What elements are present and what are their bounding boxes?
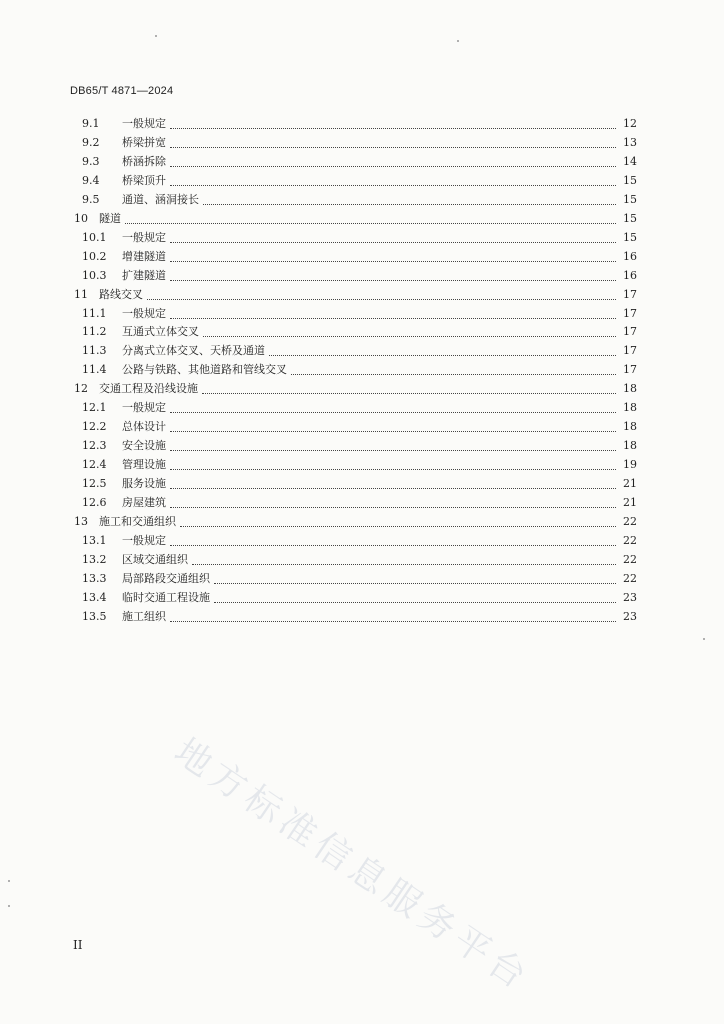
toc-entry-page: 21 <box>623 477 637 491</box>
toc-entry-title: 桥涵拆除 <box>122 154 166 168</box>
toc-entry[interactable] <box>0 476 724 492</box>
toc-entry-title: 区域交通组织 <box>122 552 188 566</box>
toc-entry-page: 16 <box>623 268 637 282</box>
toc-entry-title: 临时交通工程设施 <box>122 590 210 604</box>
toc-leader-dots <box>170 242 616 243</box>
toc-entry-number: 9.5 <box>82 192 100 206</box>
page-number: II <box>73 938 83 952</box>
scan-speck <box>8 905 10 907</box>
toc-entry-title: 扩建隧道 <box>122 268 166 282</box>
toc-entry-number: 12.6 <box>82 496 107 509</box>
toc-entry-title: 桥梁顶升 <box>122 173 166 187</box>
toc-leader-dots <box>170 166 616 167</box>
toc-entry-title: 房屋建筑 <box>122 496 166 509</box>
toc-entry-number: 13.5 <box>82 609 107 623</box>
toc-entry[interactable] <box>0 571 724 587</box>
toc-entry-title: 一般规定 <box>122 533 166 547</box>
toc-entry-page: 17 <box>623 287 637 301</box>
toc-entry-page: 15 <box>623 173 637 187</box>
toc-entry-title: 施工组织 <box>122 609 166 623</box>
toc-leader-dots <box>203 204 616 205</box>
scan-speck <box>457 40 459 42</box>
toc-entry-page: 18 <box>623 382 637 396</box>
toc-leader-dots <box>170 412 616 413</box>
toc-entry-page: 18 <box>623 439 637 453</box>
toc-entry[interactable] <box>0 419 724 435</box>
toc-entry-title: 一般规定 <box>122 117 166 130</box>
toc-entry-page: 21 <box>623 496 637 509</box>
toc-entry-title: 通道、涵洞接长 <box>122 192 199 206</box>
toc-entry-number: 13.4 <box>82 590 107 604</box>
toc-entry-number: 13.3 <box>82 571 107 585</box>
toc-entry-number: 12 <box>74 382 88 396</box>
toc-entry-number: 13 <box>74 514 88 528</box>
toc-entry-page: 19 <box>623 458 637 472</box>
toc-entry-title: 一般规定 <box>122 306 166 320</box>
toc-entry-number: 13.2 <box>82 552 107 566</box>
toc-entry[interactable] <box>0 154 724 170</box>
toc-entry-page: 17 <box>623 306 637 320</box>
toc-entry-title: 服务设施 <box>122 477 166 491</box>
toc-entry[interactable] <box>0 249 724 265</box>
toc-entry-title: 管理设施 <box>122 458 166 472</box>
toc-entry[interactable] <box>0 438 724 454</box>
toc-entry[interactable] <box>0 116 724 132</box>
toc-entry[interactable] <box>0 324 724 340</box>
toc-entry-page: 22 <box>623 571 637 585</box>
toc-entry-number: 12.1 <box>82 401 107 415</box>
toc-entry-number: 9.4 <box>82 173 100 187</box>
toc-entry-title: 施工和交通组织 <box>99 514 176 528</box>
toc-leader-dots <box>291 374 616 375</box>
document-code: DB65/T 4871—2024 <box>70 85 174 97</box>
toc-entry[interactable] <box>0 590 724 606</box>
toc-entry-page: 17 <box>623 363 637 377</box>
toc-leader-dots <box>202 393 616 394</box>
toc-entry[interactable] <box>0 533 724 549</box>
toc-entry-number: 9.2 <box>82 135 100 149</box>
toc-entry-number: 11.2 <box>82 325 107 339</box>
toc-entry-page: 18 <box>623 420 637 434</box>
toc-entry-number: 10.1 <box>82 230 107 244</box>
toc-entry-page: 16 <box>623 249 637 263</box>
toc-entry[interactable] <box>0 609 724 625</box>
toc-entry-number: 11.4 <box>82 363 107 377</box>
toc-entry[interactable] <box>0 400 724 416</box>
toc-entry-page: 15 <box>623 211 637 225</box>
toc-entry-title: 分离式立体交叉、天桥及通道 <box>122 344 265 358</box>
toc-leader-dots <box>170 261 616 262</box>
toc-leader-dots <box>170 147 616 148</box>
toc-entry-title: 一般规定 <box>122 401 166 415</box>
toc-entry-page: 14 <box>623 154 637 168</box>
toc-leader-dots <box>180 526 616 527</box>
toc-entry[interactable] <box>0 230 724 246</box>
toc-entry[interactable] <box>0 135 724 151</box>
toc-entry-number: 11.3 <box>82 344 107 358</box>
toc-entry-number: 9.3 <box>82 154 100 168</box>
toc-entry-title: 安全设施 <box>122 439 166 453</box>
toc-entry-title: 桥梁拼宽 <box>122 135 166 149</box>
toc-leader-dots <box>170 128 616 129</box>
toc-entry[interactable] <box>0 362 724 378</box>
toc-entry[interactable] <box>0 287 724 303</box>
toc-entry-number: 10.3 <box>82 268 107 282</box>
toc-entry-number: 10 <box>74 211 88 225</box>
toc-leader-dots <box>170 431 616 432</box>
toc-entry-title: 隧道 <box>99 211 121 225</box>
toc-entry-number: 12.5 <box>82 477 107 491</box>
toc-entry[interactable] <box>0 457 724 473</box>
toc-entry-number: 12.3 <box>82 439 107 453</box>
toc-leader-dots <box>170 469 616 470</box>
toc-leader-dots <box>203 336 616 337</box>
toc-entry[interactable] <box>0 495 724 511</box>
scan-speck <box>703 638 705 640</box>
toc-entry-page: 22 <box>623 533 637 547</box>
toc-entry-title: 一般规定 <box>122 230 166 244</box>
toc-entry[interactable] <box>0 381 724 397</box>
toc-leader-dots <box>269 355 616 356</box>
toc-leader-dots <box>214 602 616 603</box>
toc-entry-number: 12.2 <box>82 420 107 434</box>
toc-entry-title: 公路与铁路、其他道路和管线交叉 <box>122 363 287 377</box>
toc-entry-number: 13.1 <box>82 533 107 547</box>
toc-entry-page: 12 <box>623 117 637 130</box>
toc-entry-page: 15 <box>623 230 637 244</box>
toc-entry[interactable] <box>0 306 724 322</box>
toc-entry[interactable] <box>0 211 724 227</box>
toc-leader-dots <box>147 299 616 300</box>
toc-leader-dots <box>214 583 616 584</box>
toc-entry-title: 局部路段交通组织 <box>122 571 210 585</box>
toc-leader-dots <box>170 450 616 451</box>
toc-entry-title: 增建隧道 <box>122 249 166 263</box>
scan-speck <box>155 35 157 37</box>
toc-entry-page: 23 <box>623 609 637 623</box>
toc-leader-dots <box>170 621 616 622</box>
toc-entry-page: 17 <box>623 344 637 358</box>
toc-leader-dots <box>170 507 616 508</box>
toc-leader-dots <box>192 564 616 565</box>
toc-entry-number: 11.1 <box>82 306 107 320</box>
toc-entry-page: 17 <box>623 325 637 339</box>
toc-entry-title: 交通工程及沿线设施 <box>99 382 198 396</box>
toc-entry-page: 13 <box>623 135 637 149</box>
toc-leader-dots <box>170 280 616 281</box>
toc-entry-page: 18 <box>623 401 637 415</box>
toc-entry[interactable] <box>0 552 724 568</box>
toc-leader-dots <box>170 488 616 489</box>
watermark: 地方标准信息服务平台 <box>166 730 538 1000</box>
toc-entry-title: 路线交叉 <box>99 287 143 301</box>
toc-entry-page: 15 <box>623 192 637 206</box>
toc-leader-dots <box>170 545 616 546</box>
toc-entry-page: 22 <box>623 514 637 528</box>
toc-entry[interactable] <box>0 268 724 284</box>
toc-entry-title: 互通式立体交叉 <box>122 325 199 339</box>
toc-entry-page: 23 <box>623 590 637 604</box>
scan-speck <box>8 880 10 882</box>
toc-entry[interactable] <box>0 343 724 359</box>
toc-entry-number: 9.1 <box>82 117 100 130</box>
toc-leader-dots <box>170 318 616 319</box>
toc-leader-dots <box>125 223 616 224</box>
toc-entry[interactable] <box>0 514 724 530</box>
toc-entry[interactable] <box>0 173 724 189</box>
toc-entry-number: 11 <box>74 287 88 301</box>
toc-entry[interactable] <box>0 192 724 208</box>
toc-entry-page: 22 <box>623 552 637 566</box>
toc-entry-title: 总体设计 <box>122 420 166 434</box>
toc-leader-dots <box>170 185 616 186</box>
toc-entry-number: 10.2 <box>82 249 107 263</box>
toc-entry-number: 12.4 <box>82 458 107 472</box>
